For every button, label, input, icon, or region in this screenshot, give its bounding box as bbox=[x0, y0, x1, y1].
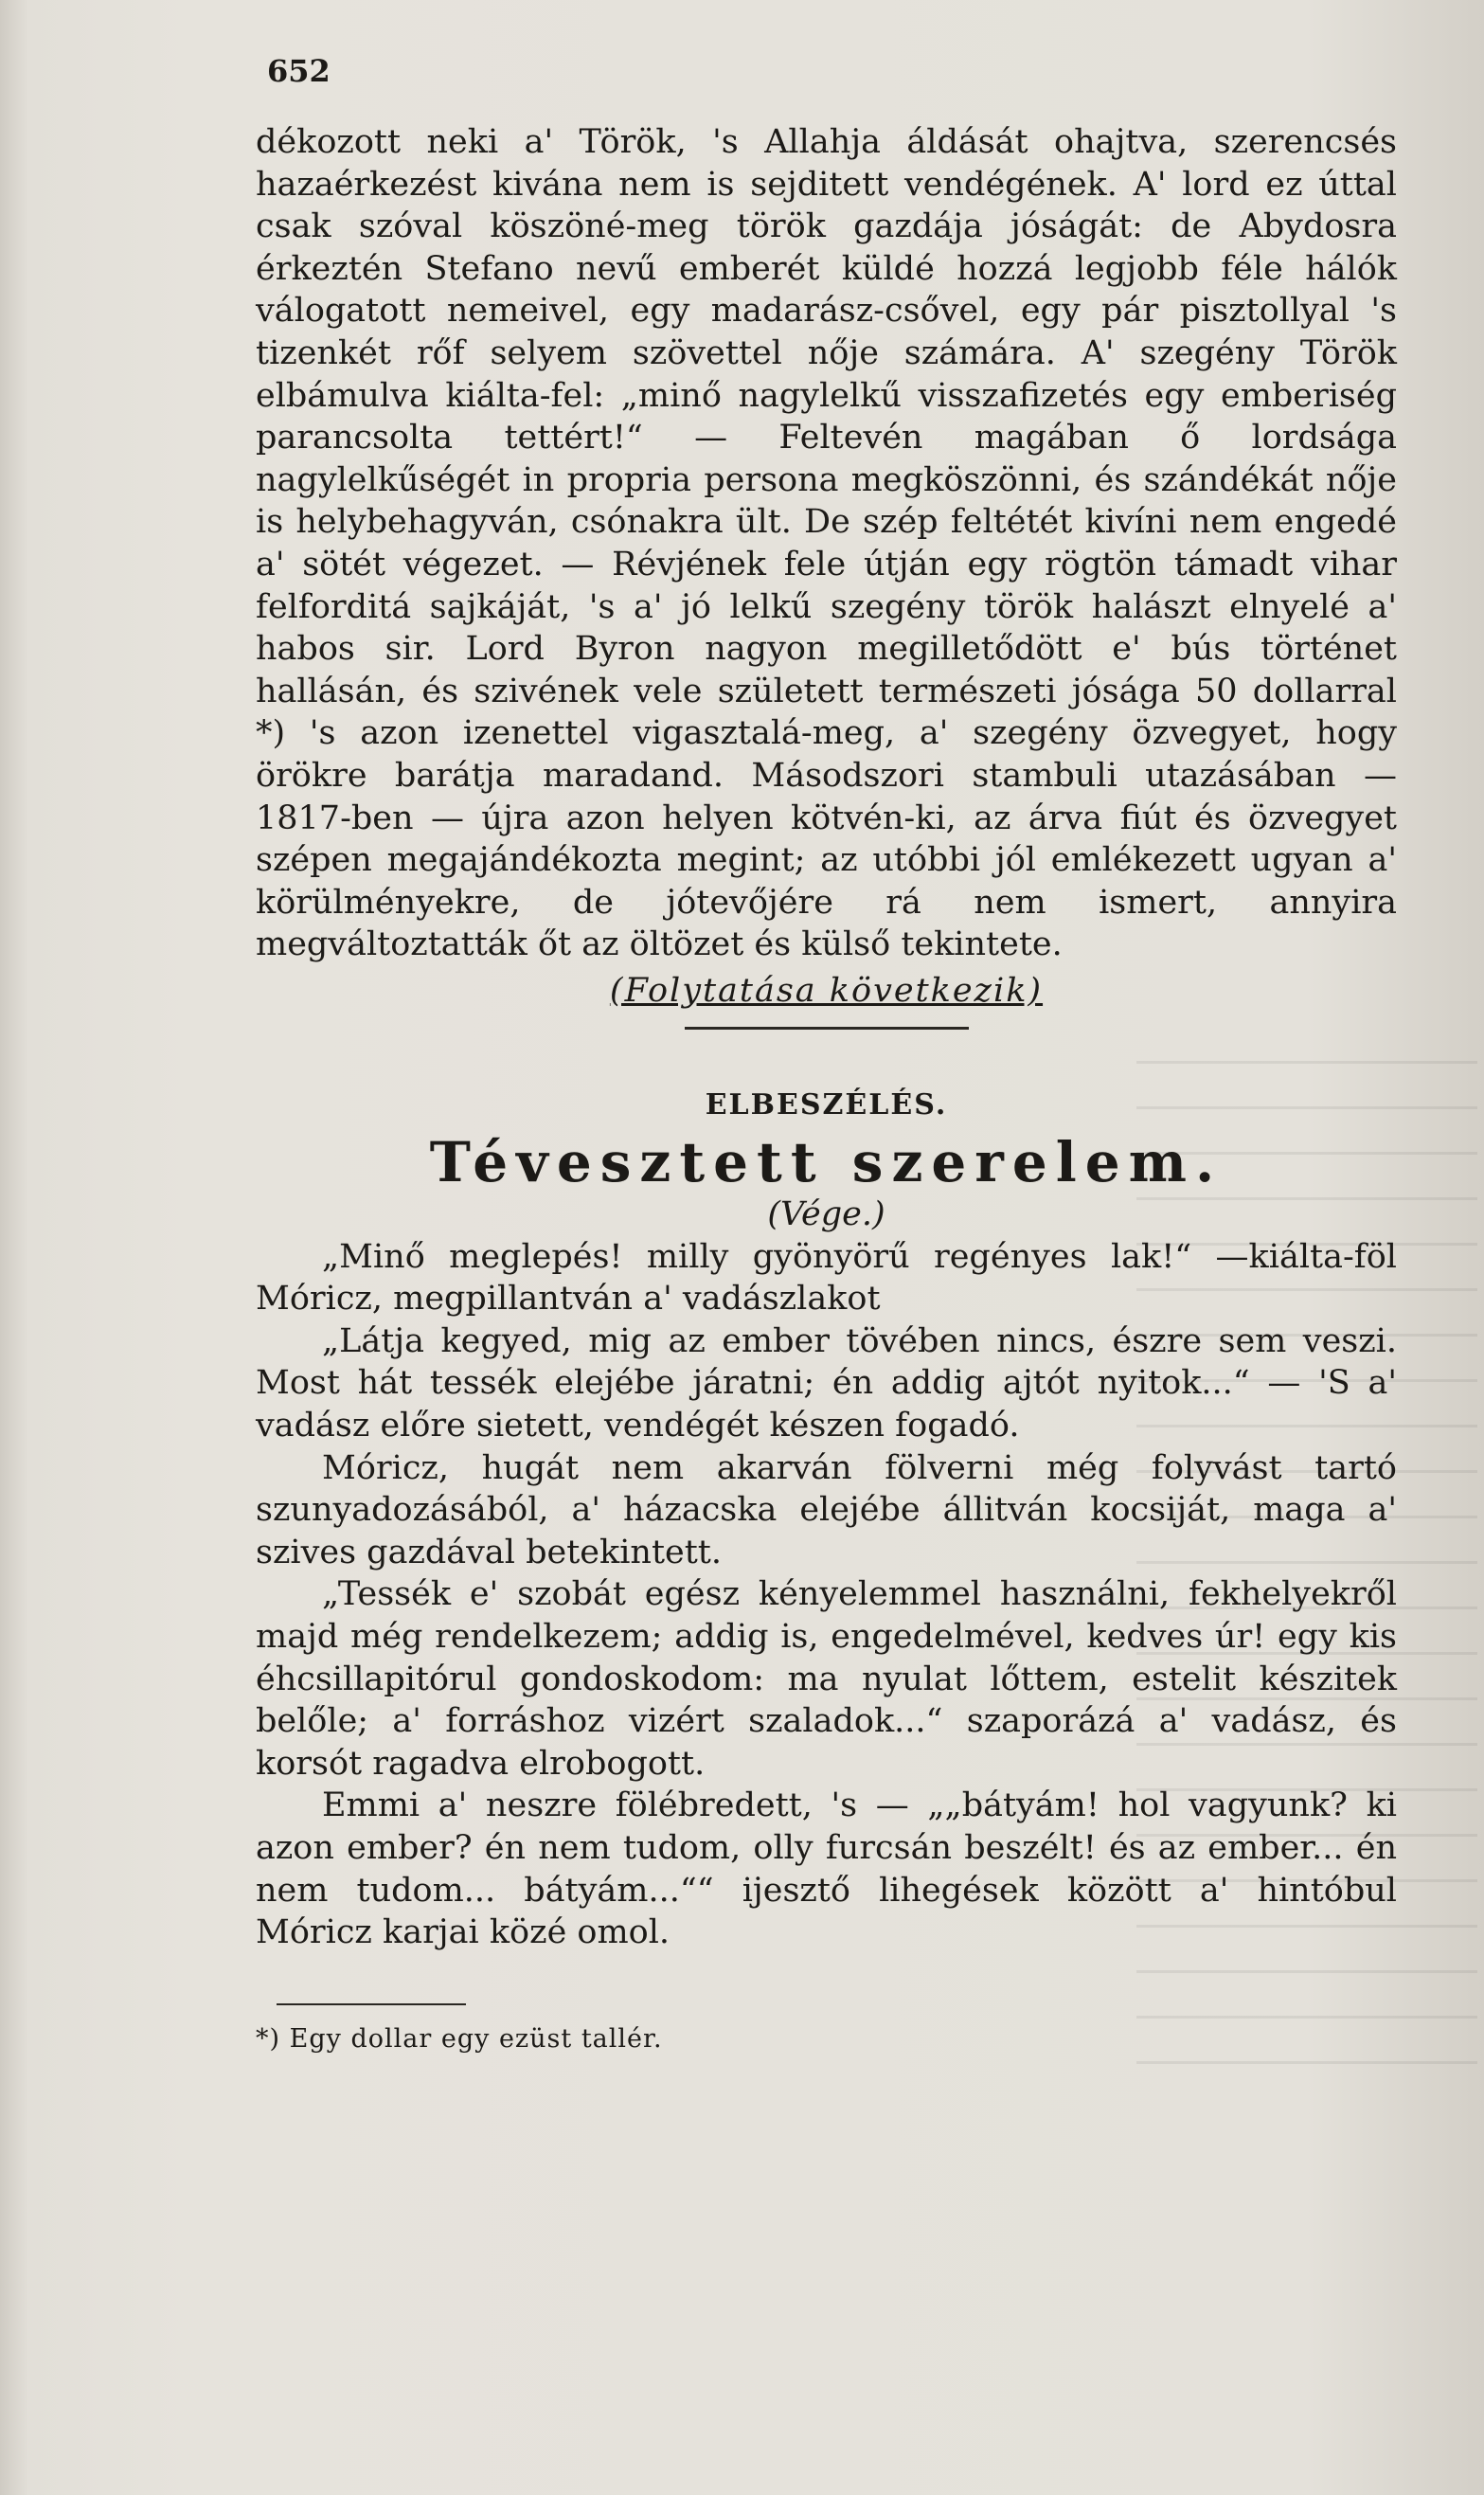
section-kicker: ELBESZÉLÉS. bbox=[705, 1088, 948, 1122]
footnote: *) Egy dollar egy ezüst tallér. bbox=[256, 2023, 663, 2054]
story-title: Tévesztett szerelem. bbox=[429, 1130, 1224, 1195]
page-body bbox=[256, 121, 1397, 2060]
page-number: 652 bbox=[267, 53, 331, 89]
story-paragraph: Móricz, hugát nem akarván fölverni még folyvást tartó szunyadozásából, a' házacska elejébe állitván kocsiját, maga a' szives gazdával betekintett. bbox=[256, 1448, 1397, 1571]
story-paragraph: „Látja kegyed, mig az ember tövében nincs, észre sem veszi. Most hát tessék elejébe járatni; én addig ajtót nyitok...“ — 'S a' vadász előre sietett, vendégét készen fogadó. bbox=[256, 1321, 1397, 1445]
story-paragraph: „Minő meglepés! milly gyönyörű regényes lak!“ —kiálta-föl Móricz, megpillantván a' vadászlakot bbox=[256, 1237, 1397, 1319]
opening-paragraph: dékozott neki a' Török, 's Allahja áldását ohajtva, szerencsés hazaérkezést kivána nem is sejditett vendégének. A' lord ez úttal csak szóval köszöné-meg török gazdája jóságát: de Abydosra érkeztén Stefano nevű emberét küldé hozzá legjobb féle hálók válogatott nemeivel, egy madarász-csővel, egy pár pisztollyal 's tizenkét rőf selyem szövettel nője számára. A' szegény Török elbámulva kiálta-fel: „minő nagylelkű visszafizetés egy emberiség parancsolta tettért!“ — Feltevén magában ő lordsága nagylelkűségét in propria persona megköszönni, és szándékát nője is helybehagyván, csónakra ült. De szép feltétét kivíni nem engedé a' sötét végezet. — Révjének fele útján egy rögtön támadt vihar felforditá sajkáját, 's a' jó lelkű szegény török halászt elnyelé a' habos sir. Lord Byron nagyon megilletődött e' bús történet hallásán, és szivének vele született természeti jósága 50 dollarral *) 's azon izenettel vigasztalá-meg, a' szegény özvegyet, hogy örökre barátja maradand. Másodszori stambuli utazásában — 1817-ben — újra azon helyen kötvén-ki, az árva fiút és özvegyet szépen megajándékozta megint; az utóbbi jól emlékezett ugyan a' körülményekre, de jótevőjére rá nem ismert, annyira megváltoztatták őt az öltözet és külső tekintete. bbox=[256, 123, 1397, 964]
story-part-label: (Vége.) bbox=[767, 1195, 885, 1234]
footnote-rule bbox=[277, 2003, 466, 2005]
section-divider bbox=[685, 1027, 969, 1030]
story-paragraph: „Tessék e' szobát egész kényelemmel használni, fekhelyekről majd még rendelkezem; addig is, engedelmével, kedves úr! egy kis éhcsillapitórul gondoskodom: ma nyulat lőttem, estelit készitek belőle; a' forráshoz vizért szaladok...“ szaporázá a' vadász, és korsót ragadva elrobogott. bbox=[256, 1575, 1397, 1783]
story-paragraph: Emmi a' neszre fölébredett, 's — „„bátyám! hol vagyunk? ki azon ember? én nem tudom, olly furcsán beszélt! és az ember... én nem tudom... bátyám...““ ijesztő lihegések között a' hintóbul Móricz karjai közé omol. bbox=[256, 1786, 1397, 1952]
continuation-note: (Folytatása következik) bbox=[609, 971, 1044, 1010]
